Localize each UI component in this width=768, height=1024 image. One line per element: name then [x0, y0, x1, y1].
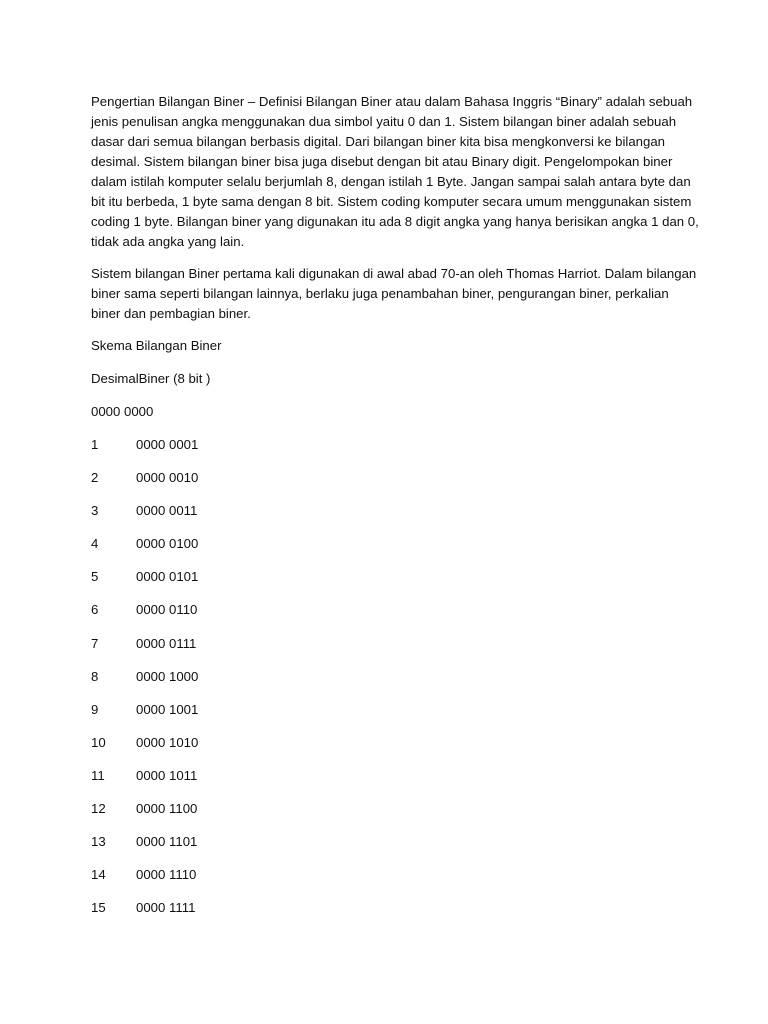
- section-heading: Skema Bilangan Biner: [91, 338, 222, 353]
- paragraph-definition: [91, 92, 699, 252]
- table-row: [91, 733, 677, 753]
- decimal-value: 1: [91, 437, 99, 452]
- binary-value: 0000 0011: [136, 503, 198, 519]
- table-row: [91, 435, 677, 455]
- decimal-value: 6: [91, 602, 99, 618]
- text-line: dalam istilah komputer selalu berjumlah 8, dengan istilah 1 Byte. Jangan sampai salah antara byte dan: [91, 174, 691, 189]
- text-line: jenis penulisan angka menggunakan dua simbol yaitu 0 dan 1. Sistem bilangan biner adalah sebuah: [91, 114, 677, 129]
- text-line: desimal. Sistem bilangan biner bisa juga disebut dengan bit atau Binary digit. Pengelompokan biner: [91, 154, 673, 169]
- table-row: [91, 501, 677, 521]
- table-header: DesimalBiner (8 bit ): [91, 371, 211, 386]
- table-row: [91, 766, 677, 786]
- binary-value: 0000 0001: [136, 437, 199, 452]
- decimal-value: 13: [91, 834, 106, 850]
- binary-value: 0000 0111: [136, 635, 197, 651]
- text-line: Sistem bilangan Biner pertama kali digunakan di awal abad 70-an oleh Thomas Harriot. Dalam bilangan: [91, 266, 697, 281]
- decimal-value: 11: [91, 767, 105, 783]
- text-line: Pengertian Bilangan Biner – Definisi Bilangan Biner atau dalam Bahasa Inggris “Binary” adalah sebuah: [91, 94, 693, 109]
- table-row: [91, 600, 677, 620]
- text-line: biner sama seperti bilangan lainnya, berlaku juga penambahan biner, pengurangan biner, perkalian: [91, 286, 669, 301]
- table-row: [91, 832, 677, 852]
- table-row: [91, 534, 677, 554]
- table-row: [91, 667, 677, 687]
- decimal-value: 14: [91, 867, 106, 883]
- table-row: [91, 799, 677, 819]
- binary-table: [91, 435, 677, 918]
- binary-value: 0000 1001: [136, 701, 199, 717]
- table-row: [91, 700, 677, 720]
- text-line: biner dan pembagian biner.: [91, 306, 251, 321]
- table-row: [91, 865, 677, 885]
- binary-value: 0000 0010: [136, 470, 199, 486]
- document-body: [91, 92, 699, 931]
- decimal-value: 2: [91, 470, 99, 486]
- table-row: [91, 567, 677, 587]
- decimal-value: 15: [91, 900, 106, 916]
- text-line: bit itu berbeda, 1 byte sama dengan 8 bit. Sistem coding komputer secara umum menggunakan sistem: [91, 194, 692, 209]
- binary-value: 0000 1101: [136, 834, 198, 850]
- binary-value: 0000 0101: [136, 569, 199, 585]
- text-line: tidak ada angka yang lain.: [91, 234, 245, 249]
- table-row: [91, 898, 677, 918]
- binary-value: 0000 0110: [136, 602, 198, 618]
- binary-value: 0000 1100: [136, 801, 198, 817]
- binary-value: 0000 0100: [136, 536, 199, 552]
- binary-value: 0000 1010: [136, 734, 199, 750]
- text-line: coding 1 byte. Bilangan biner yang digunakan itu ada 8 digit angka yang hanya berisikan angka 1 dan 0,: [91, 214, 699, 229]
- paragraph-history: [91, 264, 697, 324]
- table-row-zero: 0000 0000: [91, 404, 154, 419]
- decimal-value: 12: [91, 801, 106, 817]
- binary-value: 0000 1111: [136, 900, 196, 916]
- decimal-value: 8: [91, 668, 99, 684]
- decimal-value: 5: [91, 569, 99, 585]
- decimal-value: 3: [91, 503, 99, 519]
- decimal-value: 10: [91, 734, 106, 750]
- decimal-value: 9: [91, 701, 99, 717]
- binary-value: 0000 1011: [136, 767, 198, 783]
- binary-value: 0000 1000: [136, 668, 199, 684]
- text-line: dasar dari semua bilangan berbasis digital. Dari bilangan biner kita bisa mengkonversi ke bilangan: [91, 134, 665, 149]
- table-row: [91, 468, 677, 488]
- decimal-value: 4: [91, 536, 99, 552]
- table-row: [91, 634, 677, 654]
- decimal-value: 7: [91, 635, 99, 651]
- binary-value: 0000 1110: [136, 867, 197, 883]
